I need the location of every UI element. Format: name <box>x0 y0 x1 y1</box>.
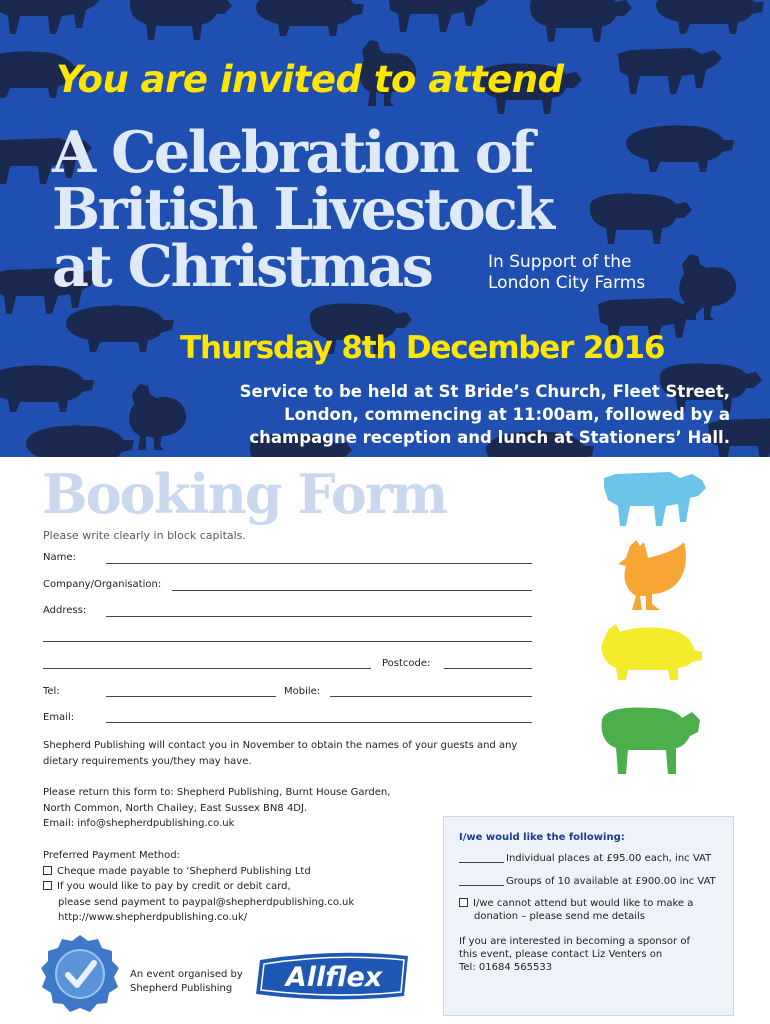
sheep-icon <box>594 704 704 780</box>
event-date: Thursday 8th December 2016 <box>180 330 665 366</box>
return-line: Please return this form to: Shepherd Publishing, Burnt House Garden, <box>43 787 391 798</box>
service-line: Service to be held at St Bride’s Church, Fleet Street, <box>239 382 730 401</box>
individual-places-label: Individual places at £95.00 each, inc VAT <box>506 853 712 864</box>
organiser-name: Shepherd Publishing <box>130 983 233 994</box>
postcode-label: Postcode: <box>382 658 431 669</box>
email-field[interactable] <box>106 722 532 723</box>
return-email: Email: info@shepherdpublishing.co.uk <box>43 818 235 829</box>
donation-checkbox[interactable] <box>459 898 468 907</box>
support-text <box>488 252 645 294</box>
donation-label: I/we cannot attend but would like to make a <box>473 898 694 909</box>
organiser-text <box>130 968 243 996</box>
hen-icon <box>612 538 692 614</box>
address-field-line-2[interactable] <box>43 641 532 642</box>
sponsor-phone: Tel: 01684 565533 <box>459 962 553 973</box>
booking-form-heading: Booking Form <box>42 462 447 526</box>
groups-quantity-field[interactable] <box>459 885 504 886</box>
company-label: Company/Organisation: <box>43 579 162 590</box>
payment-section <box>43 848 354 926</box>
name-field[interactable] <box>106 563 532 564</box>
email-label: Email: <box>43 712 75 723</box>
donation-option[interactable] <box>459 897 693 923</box>
individual-quantity-field[interactable] <box>459 862 504 863</box>
payment-heading: Preferred Payment Method: <box>43 850 180 861</box>
paypal-line: please send payment to paypal@shepherdpublishing.co.uk <box>58 896 355 908</box>
service-line: champagne reception and lunch at Stationers’ Hall. <box>249 428 730 447</box>
form-instruction: Please write clearly in block capitals. <box>43 529 246 542</box>
cheque-option[interactable] <box>43 864 354 880</box>
website-link[interactable]: http://www.shepherdpublishing.co.uk/ <box>58 912 248 923</box>
address-field-line-1[interactable] <box>106 616 532 617</box>
card-checkbox[interactable] <box>43 881 52 890</box>
sponsor-line: this event, please contact Liz Venters on <box>459 949 663 960</box>
donation-label-2: donation – please send me details <box>474 911 646 922</box>
groups-label: Groups of 10 available at £900.00 inc VAT <box>506 876 716 887</box>
support-line: In Support of the <box>488 252 632 272</box>
order-panel <box>443 816 734 1016</box>
sponsor-line: If you are interested in becoming a sponsor of <box>459 936 690 947</box>
invite-heading: You are invited to attend <box>56 58 564 101</box>
address-field-line-3[interactable] <box>43 668 371 669</box>
support-line: London City Farms <box>488 273 646 293</box>
card-label: If you would like to pay by credit or debit card, <box>57 881 291 892</box>
cow-icon <box>600 466 708 530</box>
mobile-field[interactable] <box>330 696 532 697</box>
card-option[interactable] <box>43 879 354 895</box>
company-field[interactable] <box>172 590 532 591</box>
pig-icon <box>594 620 704 684</box>
tel-label: Tel: <box>43 686 60 697</box>
name-label: Name: <box>43 552 76 563</box>
cheque-label: Cheque made payable to ‘Shepherd Publishing Ltd <box>57 865 311 877</box>
note-line: Shepherd Publishing will contact you in November to obtain the names of your guests and any <box>43 740 518 751</box>
allflex-wordmark: Allflex <box>285 962 383 993</box>
cheque-checkbox[interactable] <box>43 866 52 875</box>
hero-banner <box>0 0 770 457</box>
seal-check-icon <box>40 933 120 1015</box>
note-line: dietary requirements you/they may have. <box>43 755 252 767</box>
title-line: British Livestock <box>52 176 553 243</box>
tel-field[interactable] <box>106 696 276 697</box>
address-label: Address: <box>43 605 87 616</box>
title-line: A Celebration of <box>52 119 533 186</box>
postcode-field[interactable] <box>444 668 532 669</box>
event-title <box>52 119 553 300</box>
mobile-label: Mobile: <box>284 686 321 697</box>
allflex-logo <box>254 950 414 1002</box>
return-address <box>43 785 390 832</box>
service-details <box>190 380 730 449</box>
title-line: at Christmas <box>52 233 432 300</box>
sponsor-info <box>459 935 690 974</box>
service-line: London, commencing at 11:00am, followed by a <box>284 405 730 424</box>
panel-heading: I/we would like the following: <box>459 832 625 843</box>
organiser-line: An event organised by <box>130 969 243 980</box>
return-line: North Common, North Chailey, East Sussex BN8 4DJ. <box>43 802 308 814</box>
contact-note <box>43 738 517 769</box>
